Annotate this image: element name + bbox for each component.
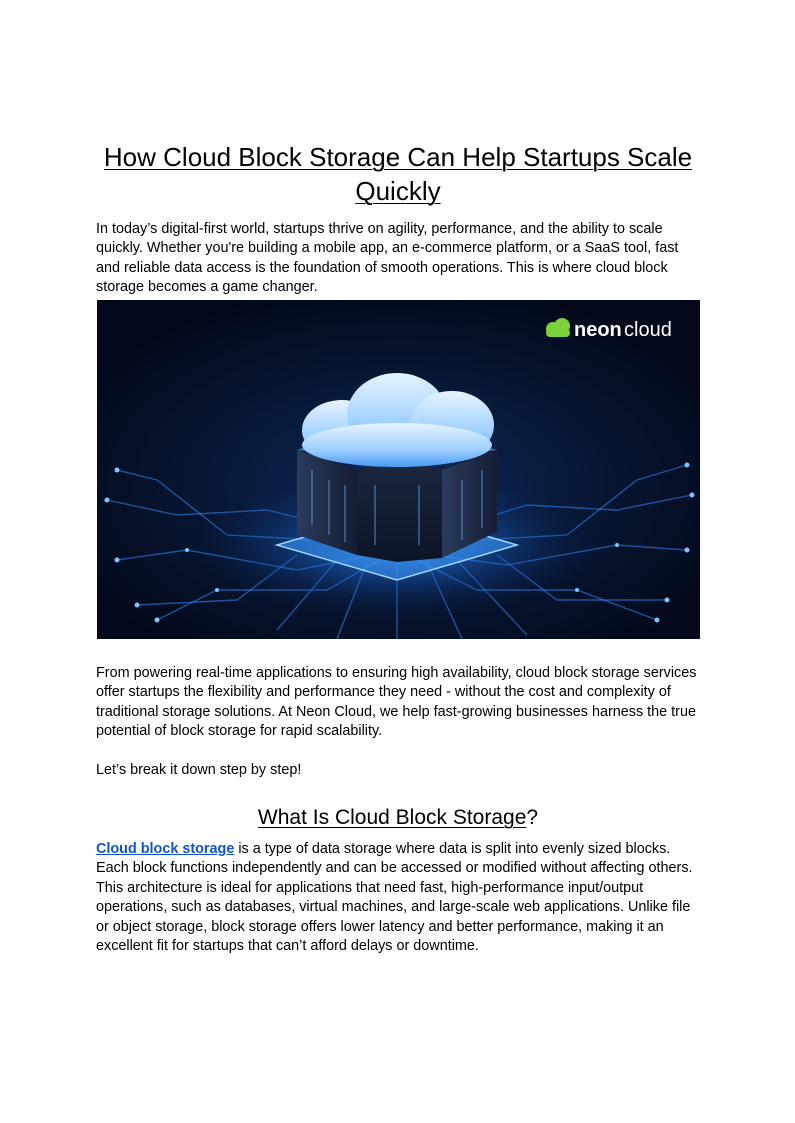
logo-text-neon: neon	[574, 319, 622, 341]
logo-text-cloud: cloud	[624, 319, 672, 341]
intro-paragraph: In today’s digital-first world, startups thrive on agility, performance, and the ability to scale quickly. Whether you're building a mobile app, an e-commerce platform, or a SaaS tool, fast and reliable data access is the foundation of smooth operations. This is where cloud block storage becomes a game changer.	[96, 221, 679, 296]
paragraph-3: Let’s break it down step by step!	[96, 762, 302, 778]
section-heading-suffix: ?	[526, 806, 539, 829]
section-body	[96, 840, 704, 956]
hero-image	[97, 300, 700, 639]
cloud-block-storage-link[interactable]: Cloud block storage	[96, 841, 235, 857]
section-body-text: is a type of data storage where data is split into evenly sized blocks. Each block functions independently and can be accessed or modified without affecting others. This architecture is ideal for applications that need fast, high-performance input/output operations, such as databases, virtual machines, and large-scale web applications. Unlike file or object storage, block storage offers lower latency and better performance, making it an excellent fit for startups that can’t afford delays or downtime.	[96, 841, 693, 955]
paragraph-2: From powering real-time applications to ensuring high availability, cloud block storage services offer startups the flexibility and performance they need - without the cost and complexity of traditional storage solutions. At Neon Cloud, we help fast-growing businesses harness the true potential of block storage for rapid scalability.	[96, 665, 697, 740]
section-heading-text: What Is Cloud Block Storage	[257, 806, 527, 829]
article-title: How Cloud Block Storage Can Help Startups Scale Quickly	[103, 142, 693, 206]
section-heading	[96, 804, 700, 832]
